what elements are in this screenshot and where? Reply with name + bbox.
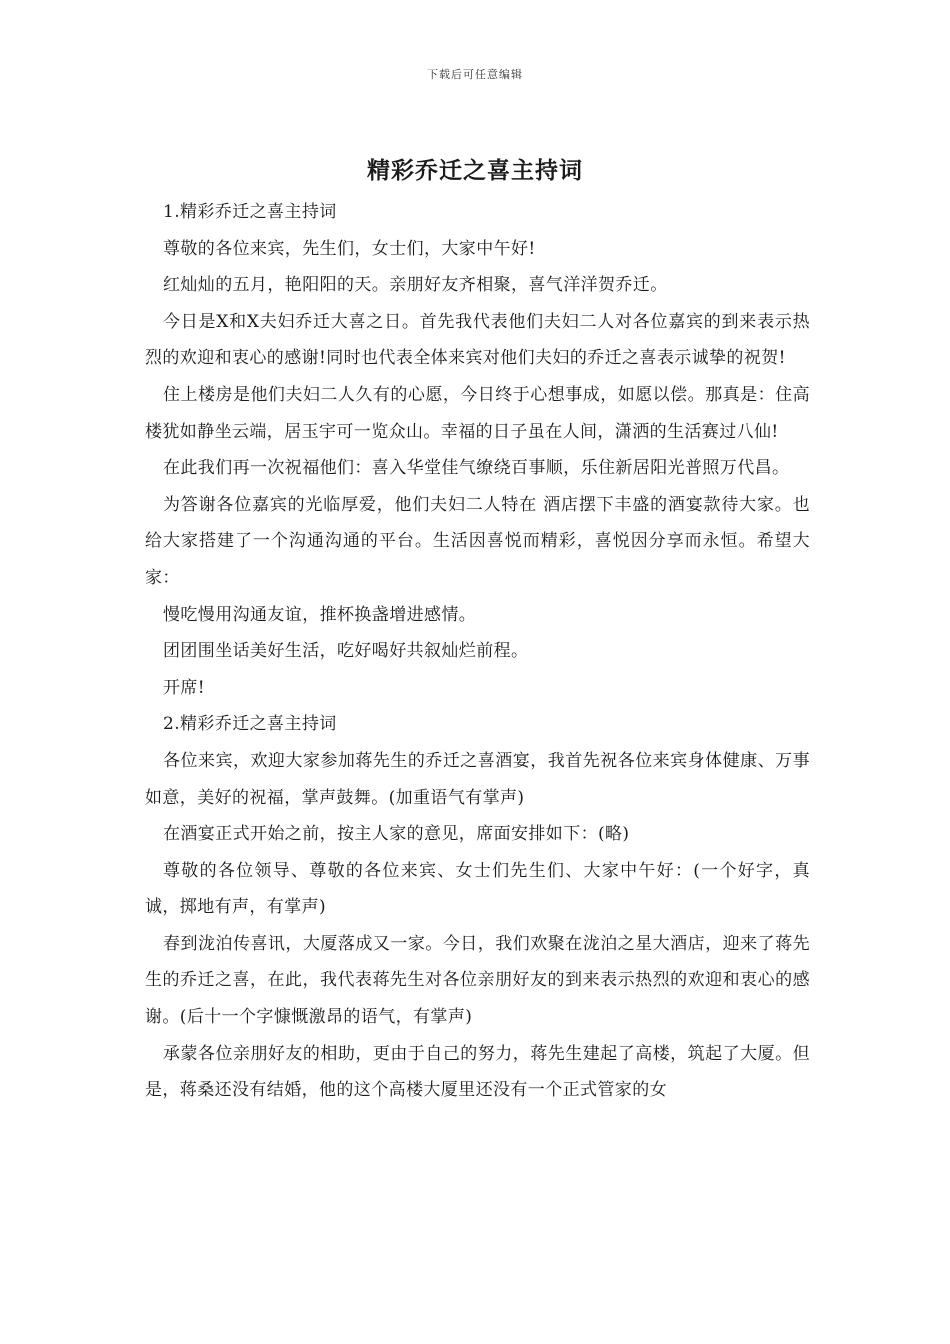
paragraph: 在此我们再一次祝福他们：喜入华堂佳气缭绕百事顺，乐住新居阳光普照万代昌。 xyxy=(163,458,790,479)
paragraph: 尊敬的各位领导、尊敬的各位来宾、女士们先生们、大家中午好：(一个好字，真诚，掷地有声，有掌声) xyxy=(145,860,810,918)
paragraph: 承蒙各位亲朋好友的相助，更由于自己的努力，蒋先生建起了高楼，筑起了大厦。但是，蒋桑还没有结婚，他的这个高楼大厦里还没有一个正式管家的女 xyxy=(145,1043,810,1101)
page-header-note: 下载后可任意编辑 xyxy=(427,68,523,81)
paragraph: 开席! xyxy=(163,677,206,698)
paragraph: 为答谢各位嘉宾的光临厚爱，他们夫妇二人特在 酒店摆下丰盛的酒宴款待大家。也给大家搭建了一个沟通沟通的平台。生活因喜悦而精彩，喜悦因分享而永恒。希望大家： xyxy=(145,494,810,588)
paragraph: 2.精彩乔迁之喜主持词 xyxy=(163,714,337,735)
paragraph: 在酒宴正式开始之前，按主人家的意见，席面安排如下：(略) xyxy=(163,824,630,845)
paragraph: 红灿灿的五月，艳阳阳的天。亲朋好友齐相聚，喜气洋洋贺乔迁。 xyxy=(163,275,668,296)
paragraph: 今日是X和X夫妇乔迁大喜之日。首先我代表他们夫妇二人对各位嘉宾的到来表示热烈的欢迎和衷心的感谢!同时也代表全体来宾对他们夫妇的乔迁之喜表示诚挚的祝贺! xyxy=(145,311,810,369)
paragraph: 1.精彩乔迁之喜主持词 xyxy=(163,202,337,222)
document-title: 精彩乔迁之喜主持词 xyxy=(367,157,583,184)
document-body xyxy=(145,194,810,1109)
paragraph: 住上楼房是他们夫妇二人久有的心愿，今日终于心想事成，如愿以偿。那真是：住高楼犹如静坐云端，居玉宇可一览众山。幸福的日子虽在人间，潇洒的生活赛过八仙! xyxy=(145,384,810,442)
paragraph: 团团围坐话美好生活，吃好喝好共叙灿烂前程。 xyxy=(163,641,529,662)
paragraph: 各位来宾，欢迎大家参加蒋先生的乔迁之喜酒宴，我首先祝各位来宾身体健康、万事如意，美好的祝福，掌声鼓舞。(加重语气有掌声) xyxy=(145,750,810,808)
paragraph: 慢吃慢用沟通友谊，推杯换盏增进感情。 xyxy=(163,604,477,625)
paragraph: 春到泷泊传喜讯，大厦落成又一家。今日，我们欢聚在泷泊之星大酒店，迎来了蒋先生的乔迁之喜，在此，我代表蒋先生对各位亲朋好友的到来表示热烈的欢迎和衷心的感谢。(后十一个字慷慨激昂的语气，有掌声) xyxy=(145,933,810,1028)
paragraph: 尊敬的各位来宾，先生们，女士们，大家中午好! xyxy=(163,238,536,259)
